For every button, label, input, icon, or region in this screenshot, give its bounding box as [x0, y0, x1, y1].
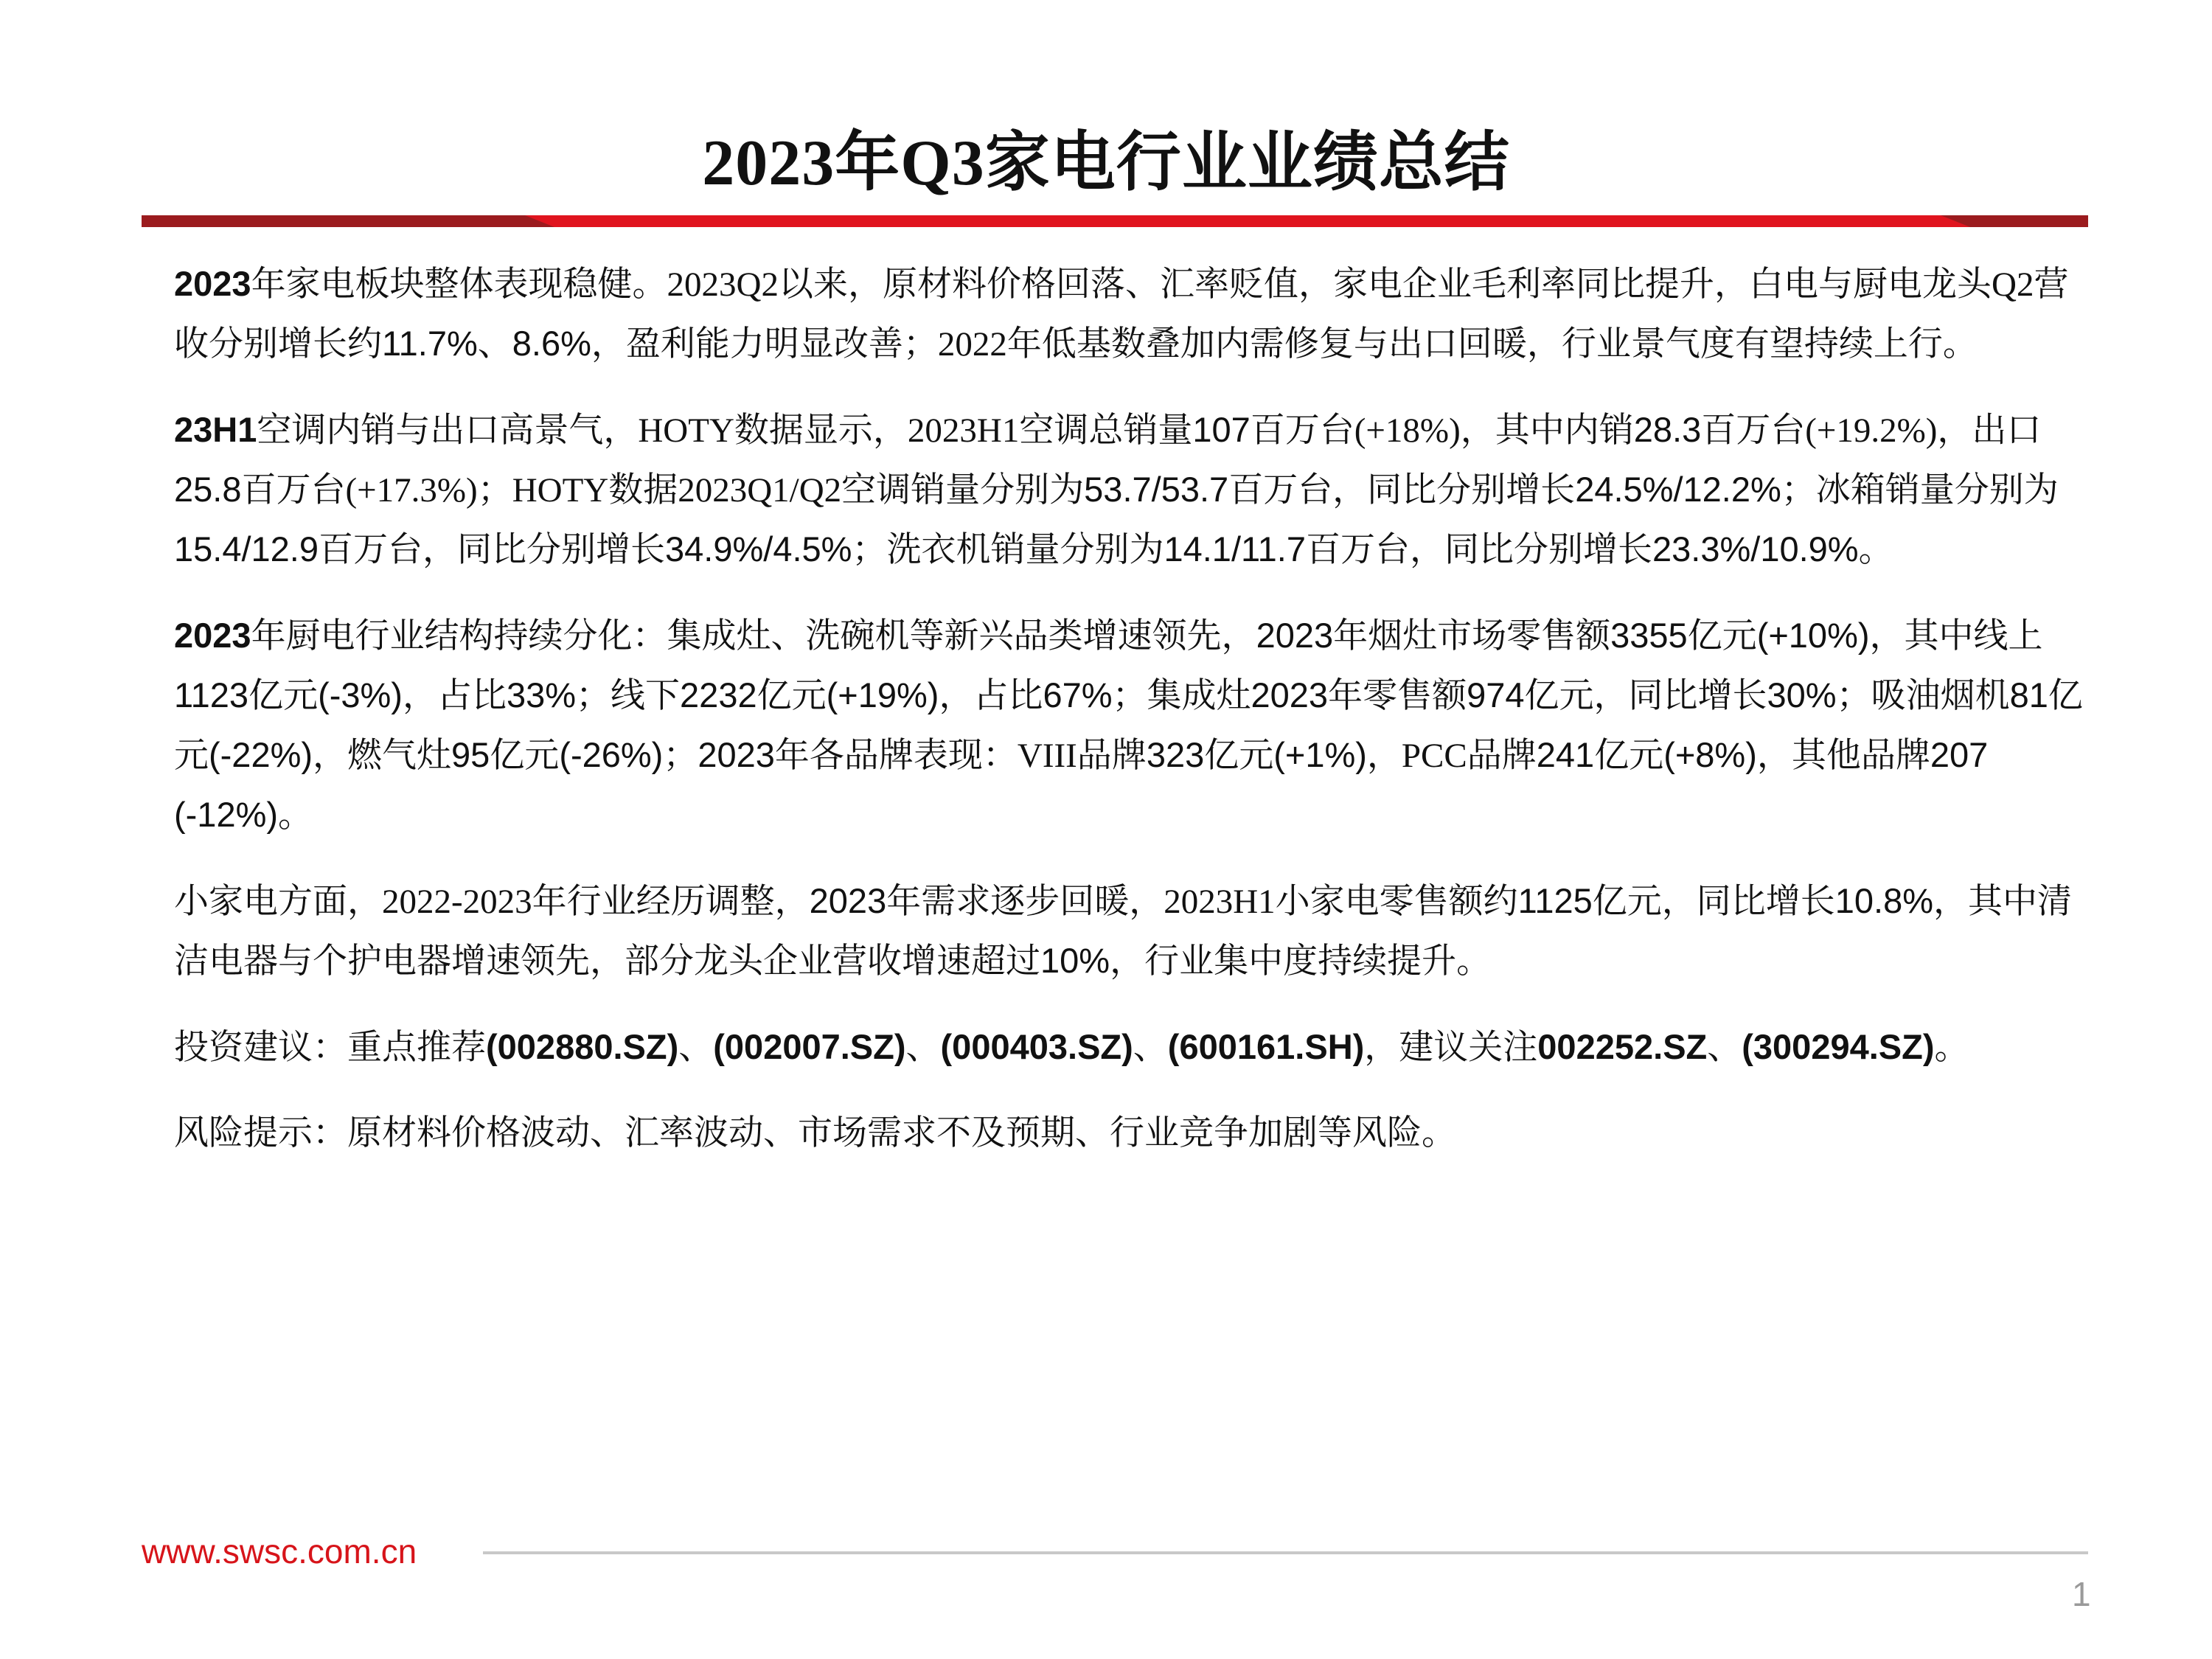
paragraph-risk	[174, 1104, 2091, 1163]
text-run: 百万台(+18%)，其中内销	[1250, 411, 1634, 450]
text-run: 。	[1858, 531, 1893, 569]
paragraph-kitchen	[174, 606, 2091, 845]
text-run: 3355	[1610, 616, 1688, 655]
text-run: ，其中清洁电器与个护电器增速领先，部分龙头企业营收增速超过	[174, 883, 2073, 981]
text-run: 、	[678, 1029, 714, 1067]
text-run: 亿元，同比增长	[1592, 883, 1835, 921]
text-run: 81	[2009, 675, 2048, 714]
text-run: 、	[905, 1029, 941, 1067]
text-run: 亿元	[248, 677, 319, 715]
text-run: (+8%)	[1663, 735, 1757, 774]
text-run: 10%	[1040, 941, 1110, 980]
text-run: 15.4/12.9	[174, 529, 319, 568]
text-run: 34.9%/4.5%	[665, 529, 852, 568]
text-run: 1125	[1517, 881, 1593, 920]
report-body	[174, 254, 2091, 1189]
paragraph-ac-sales	[174, 400, 2091, 580]
text-run: 1123	[174, 675, 249, 714]
text-run: (000403.SZ)	[940, 1027, 1133, 1066]
text-run: 2023	[1251, 675, 1329, 714]
text-run: 亿元	[1687, 617, 1757, 655]
text-run: 、	[1707, 1029, 1742, 1067]
text-run: 。	[278, 796, 313, 835]
text-run: 百万台，同比分别增长	[1228, 471, 1576, 509]
text-run: 28.3	[1633, 410, 1702, 449]
paragraph-overview	[174, 254, 2091, 374]
text-run: 年厨电行业结构持续分化：集成灶、洗碗机等新兴品类增速领先，	[251, 617, 1256, 655]
footer-url[interactable]: www.swsc.com.cn	[142, 1532, 417, 1571]
text-run: 投资建议：重点推荐	[174, 1029, 486, 1067]
text-run: 2023	[1256, 616, 1334, 655]
text-run: 亿元	[1204, 737, 1274, 775]
text-run: ；集成灶	[1112, 677, 1251, 715]
text-run: 2232	[680, 675, 757, 714]
text-run: 年零售额	[1328, 677, 1467, 715]
text-run: ；吸油烟机	[1836, 677, 2010, 715]
text-run: 。	[1934, 1029, 1969, 1067]
text-run: (-26%)	[559, 735, 664, 774]
footer-divider	[483, 1551, 2088, 1554]
paragraph-recommendations	[174, 1018, 2091, 1077]
text-run: ，占比	[939, 677, 1043, 715]
text-run: 年烟灶市场零售额	[1333, 617, 1611, 655]
text-run: ，其中线上	[1869, 617, 2043, 655]
text-run: 空调内销与出口高景气，HOTY数据显示，2023H1空调总销量	[257, 411, 1193, 450]
text-run: 百万台(+17.3%)；HOTY数据2023Q1/Q2空调销量分别为	[241, 471, 1085, 509]
text-run: 30%	[1767, 675, 1837, 714]
text-run: ；	[663, 737, 698, 775]
text-run: ，盈利能力明显改善；2022年低基数叠加内需修复与出口回暖，行业景气度有望持续上行。	[591, 325, 1978, 364]
text-run: ，建议关注	[1364, 1029, 1538, 1067]
text-run: 107	[1192, 410, 1251, 449]
text-run: 23H1	[174, 410, 257, 449]
page-number: 1	[2072, 1575, 2091, 1613]
text-run: 百万台，同比分别增长	[1306, 531, 1652, 569]
text-run: 23.3%/10.9%	[1652, 529, 1859, 568]
page-title: 2023年Q3家电行业业绩总结	[702, 128, 1510, 199]
text-run: 323	[1146, 735, 1205, 774]
text-run: 2023	[809, 881, 887, 920]
text-run: (+10%)	[1756, 616, 1870, 655]
text-run: 53.7/53.7	[1084, 470, 1229, 509]
text-run: 2023	[174, 264, 251, 303]
text-run: 小家电方面，2022-2023年行业经历调整，	[174, 883, 810, 921]
text-run: (-3%)	[318, 675, 403, 714]
text-run: (+1%)	[1273, 735, 1367, 774]
text-run: ，其他品牌	[1756, 737, 1930, 775]
text-run: ，占比	[402, 677, 507, 715]
text-run: 亿元	[174, 677, 2083, 775]
text-run: 、	[1133, 1029, 1168, 1067]
text-run: 百万台，同比分别增长	[319, 531, 666, 569]
text-run: 95	[451, 735, 490, 774]
text-run: 亿元，同比增长	[1524, 677, 1767, 715]
title-banner	[142, 212, 2088, 230]
text-run: 33%	[506, 675, 577, 714]
text-run: ；冰箱销量分别为	[1781, 471, 2059, 509]
text-run: (600161.SH)	[1167, 1027, 1365, 1066]
banner-dark-left	[142, 215, 554, 227]
text-run: (+19%)	[826, 675, 939, 714]
text-run: 风险提示：原材料价格波动、汇率波动、市场需求不及预期、行业竞争加剧等风险。	[174, 1114, 1456, 1152]
text-run: 2023	[174, 616, 251, 655]
text-run: ，PCC品牌	[1366, 737, 1537, 775]
text-run: 002252.SZ	[1537, 1027, 1708, 1066]
text-run: 年各品牌表现：VIII品牌	[774, 737, 1147, 775]
text-run: 亿元	[1594, 737, 1664, 775]
text-run: (300294.SZ)	[1742, 1027, 1935, 1066]
text-run: 974	[1467, 675, 1525, 714]
text-run: 、	[477, 325, 512, 364]
text-run: 25.8	[174, 470, 242, 509]
text-run: 11.7%	[382, 324, 478, 363]
text-run: ，行业集中度持续提升。	[1110, 942, 1492, 981]
text-run: 207	[1930, 735, 1989, 774]
text-run: ；线下	[576, 677, 681, 715]
text-run: ；洗衣机销量分别为	[852, 531, 1164, 569]
text-run	[1988, 737, 1997, 775]
text-run: 67%	[1043, 675, 1113, 714]
text-run: ，燃气灶	[313, 737, 452, 775]
text-run: 百万台(+19.2%)，出口	[1701, 411, 2042, 450]
text-run: (002007.SZ)	[713, 1027, 906, 1066]
text-run: 年家电板块整体表现稳健。2023Q2以来，原材料价格回落、汇率贬值，家电企业毛利率同比提升，白电与厨电龙头Q2营收分别增长约	[174, 265, 2069, 364]
text-run: (002880.SZ)	[486, 1027, 679, 1066]
text-run: 24.5%/12.2%	[1575, 470, 1781, 509]
text-run: 2023	[698, 735, 775, 774]
text-run: (-22%)	[209, 735, 313, 774]
text-run: 14.1/11.7	[1164, 529, 1306, 568]
text-run: 年需求逐步回暖，2023H1小家电零售额约	[886, 883, 1518, 921]
text-run: 亿元	[757, 677, 827, 715]
text-run: (-12%)	[174, 795, 279, 834]
text-run: 10.8%	[1834, 881, 1934, 920]
text-run: 亿元	[490, 737, 560, 775]
text-run: 241	[1536, 735, 1595, 774]
text-run: 8.6%	[512, 324, 591, 363]
paragraph-small-appliances	[174, 872, 2091, 991]
